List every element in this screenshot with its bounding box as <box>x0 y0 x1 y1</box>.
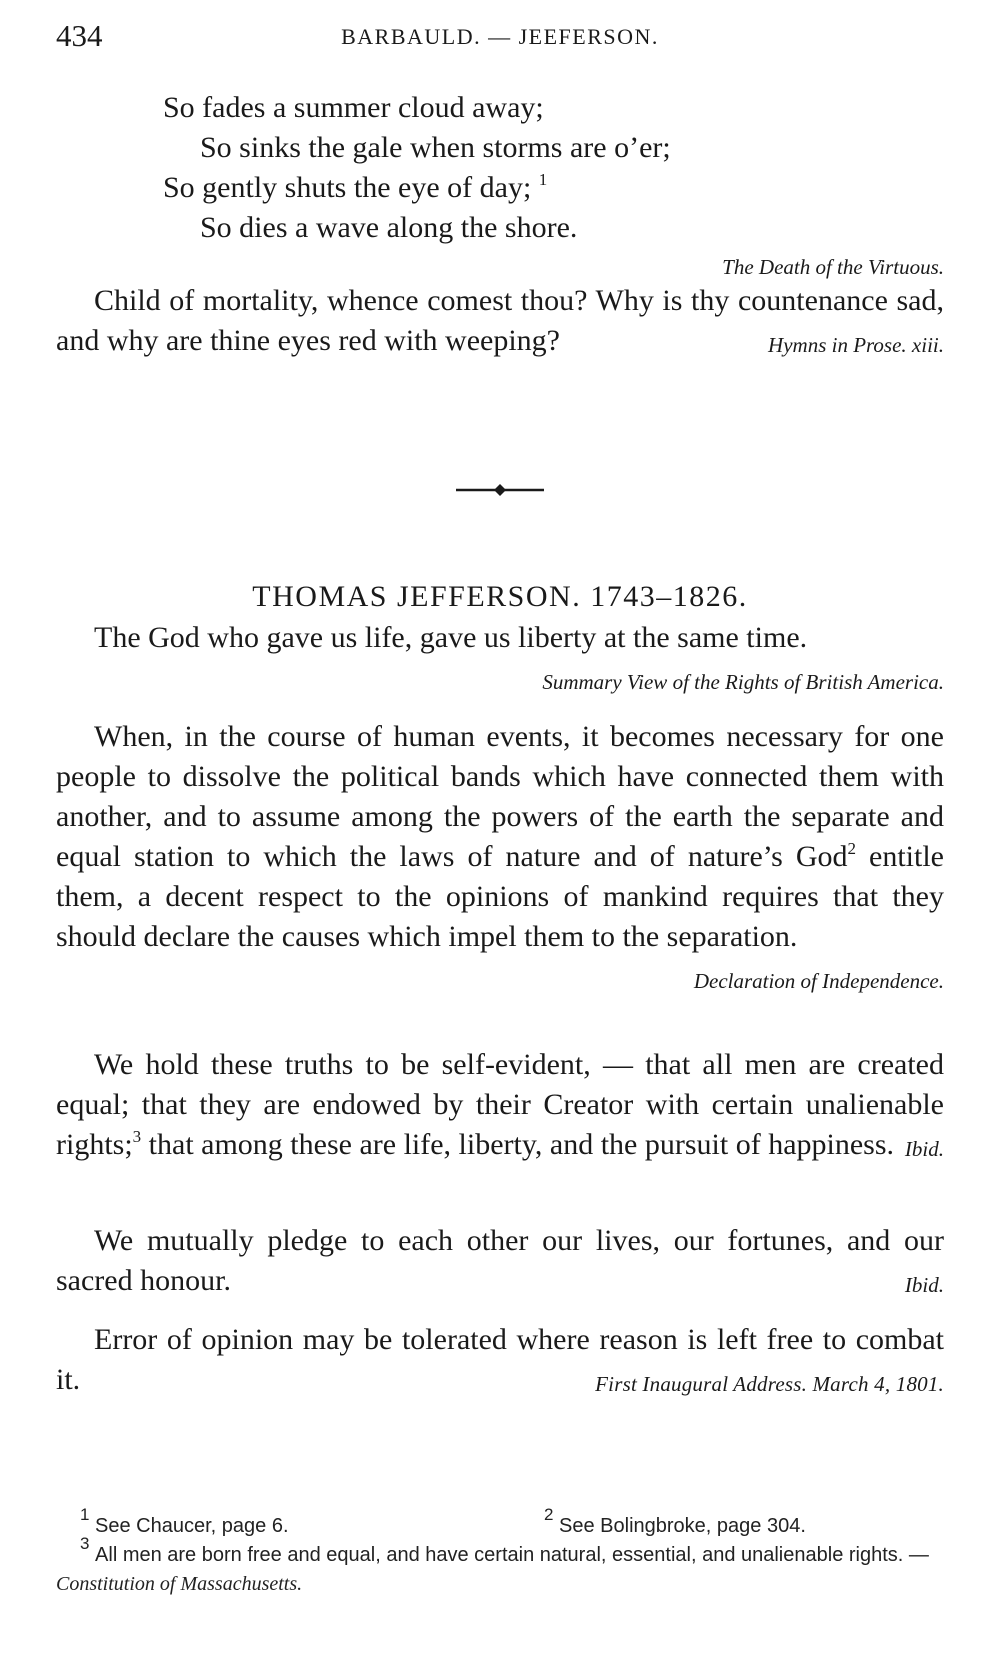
quote-source: Summary View of the Rights of British America. <box>542 670 944 694</box>
quote-source: Declaration of Independence. <box>693 969 944 993</box>
footnote-ref[interactable]: 3 <box>132 1127 142 1146</box>
barbauld-poem <box>163 88 953 248</box>
quote-text: Error of opinion may be tolerated where reason is left free to combat it. <box>56 1323 944 1396</box>
section-divider-ornament <box>456 484 544 496</box>
quote-text: The God who gave us life, gave us liberty at the same time. <box>94 621 808 654</box>
poem-source: The Death of the Virtuous. <box>722 255 944 279</box>
page-header <box>56 18 944 58</box>
jefferson-quote <box>56 717 944 1001</box>
quote-text: Child of mortality, whence comest thou? Why is thy countenance sad, and why are thine eyes red with weeping? <box>56 284 944 357</box>
poem-line: So dies a wave along the shore. <box>200 211 578 244</box>
footnote-3: $^3$ All men are born free and equal, and have certain natural, essential, and unalienable rights. — Constitution of Massachusetts. <box>56 1534 929 1595</box>
quote-source: Ibid. <box>904 1273 944 1297</box>
jefferson-quote <box>56 1221 944 1305</box>
poem-line: So sinks the gale when storms are o’er; <box>200 131 671 164</box>
quote-text: entitle them, a decent respect to the opinions of mankind requires that they should declare the causes which impel them to the separation. <box>56 840 944 953</box>
footnote-ref[interactable]: 2 <box>847 839 856 858</box>
footnote-3-source: Constitution of Massachusetts. <box>56 1573 303 1595</box>
footnote-1: $^1$ See Chaucer, page 6. <box>80 1505 289 1537</box>
jefferson-quote <box>56 618 944 702</box>
poem-line: So gently shuts the eye of day; $^1$ <box>163 170 548 204</box>
author-heading: THOMAS JEFFERSON. 1743–1826. <box>252 580 748 613</box>
quote-text: When, in the course of human events, it becomes necessary for one people to dissolve the political bands which have connected them with another, and to assume among the powers of the earth the separate and equal station to which the laws of nature and of nature’s God <box>56 720 944 873</box>
quote-text: We mutually pledge to each other our lives, our fortunes, and our sacred honour. <box>56 1224 944 1297</box>
footnote-2: $^2$ See Bolingbroke, page 304. <box>544 1505 806 1537</box>
jefferson-quote <box>56 1045 944 1169</box>
running-head: BARBAULD. — JEEFERSON. <box>341 24 659 49</box>
page-number: 434 <box>56 18 103 53</box>
quote-text: We hold these truths to be self-evident, — that all men are created equal; that they are endowed by their Creator with certain unalienable rights; <box>56 1048 944 1161</box>
footnotes <box>56 1505 944 1599</box>
footnote-ref[interactable]: 1 <box>538 170 548 189</box>
poem-line: So fades a summer cloud away; <box>163 91 544 124</box>
footnote-row <box>56 1505 944 1541</box>
jefferson-quote <box>56 1320 944 1404</box>
quote-source: First Inaugural Address. March 4, 1801. <box>595 1372 944 1396</box>
quote-text: that among these are life, liberty, and the pursuit of happiness. <box>141 1128 895 1161</box>
barbauld-prose-quote <box>56 281 944 365</box>
quote-source: Hymns in Prose. xiii. <box>768 333 944 357</box>
quote-source: Ibid. <box>904 1137 944 1161</box>
